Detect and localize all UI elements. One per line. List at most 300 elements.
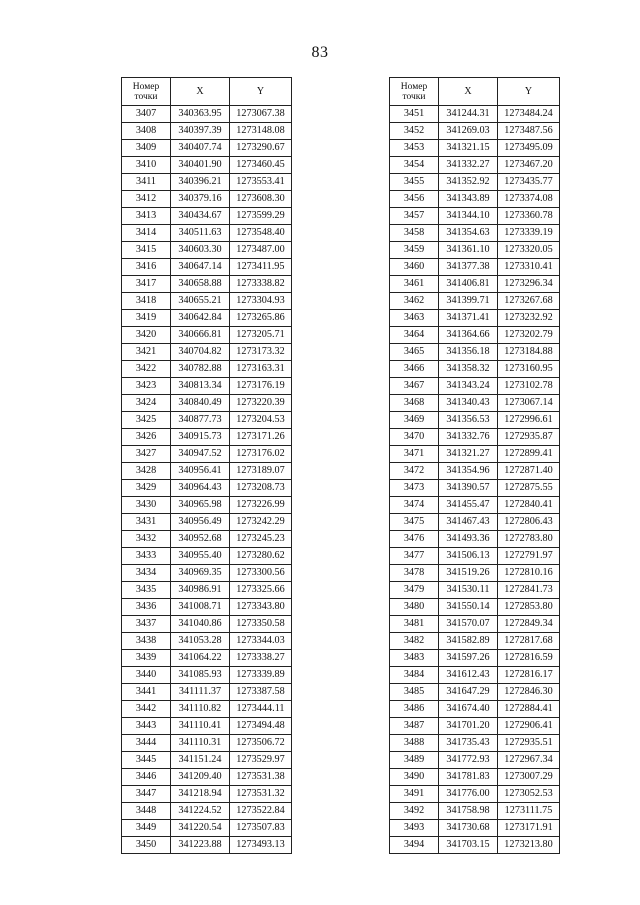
- cell-y: 1273163.31: [230, 361, 292, 378]
- table-row: [122, 412, 292, 429]
- cell-x: 340877.73: [171, 412, 230, 429]
- table-row: [122, 803, 292, 820]
- table-row: [122, 752, 292, 769]
- cell-y: 1273338.27: [230, 650, 292, 667]
- cell-point-number: 3489: [390, 752, 439, 769]
- cell-y: 1273290.67: [230, 140, 292, 157]
- table-row: [390, 174, 560, 191]
- header-x: X: [439, 78, 498, 106]
- cell-point-number: 3426: [122, 429, 171, 446]
- cell-x: 341356.53: [439, 412, 498, 429]
- cell-x: 340986.91: [171, 582, 230, 599]
- table-row: [390, 616, 560, 633]
- cell-point-number: 3486: [390, 701, 439, 718]
- cell-y: 1273484.24: [498, 106, 560, 123]
- cell-x: 341269.03: [439, 123, 498, 140]
- cell-y: 1272967.34: [498, 752, 560, 769]
- cell-y: 1273204.53: [230, 412, 292, 429]
- cell-x: 341332.27: [439, 157, 498, 174]
- table-row: [390, 276, 560, 293]
- table-row: [122, 514, 292, 531]
- cell-y: 1273599.29: [230, 208, 292, 225]
- cell-x: 341781.83: [439, 769, 498, 786]
- cell-x: 341647.29: [439, 684, 498, 701]
- cell-point-number: 3416: [122, 259, 171, 276]
- table-row: [122, 106, 292, 123]
- table-row: [390, 463, 560, 480]
- cell-x: 340964.43: [171, 480, 230, 497]
- cell-point-number: 3424: [122, 395, 171, 412]
- table-body-right: [390, 106, 560, 854]
- table-row: [390, 667, 560, 684]
- cell-point-number: 3425: [122, 412, 171, 429]
- cell-point-number: 3407: [122, 106, 171, 123]
- cell-y: 1273067.38: [230, 106, 292, 123]
- table-row: [122, 565, 292, 582]
- table-row: [122, 378, 292, 395]
- cell-point-number: 3437: [122, 616, 171, 633]
- cell-y: 1273202.79: [498, 327, 560, 344]
- table-row: [390, 208, 560, 225]
- cell-x: 340956.49: [171, 514, 230, 531]
- cell-x: 341110.82: [171, 701, 230, 718]
- table-row: [122, 259, 292, 276]
- cell-point-number: 3485: [390, 684, 439, 701]
- cell-point-number: 3431: [122, 514, 171, 531]
- cell-point-number: 3433: [122, 548, 171, 565]
- cell-point-number: 3447: [122, 786, 171, 803]
- cell-y: 1273374.08: [498, 191, 560, 208]
- cell-x: 340603.30: [171, 242, 230, 259]
- cell-x: 340647.14: [171, 259, 230, 276]
- cell-point-number: 3434: [122, 565, 171, 582]
- cell-y: 1272816.59: [498, 650, 560, 667]
- cell-y: 1273548.40: [230, 225, 292, 242]
- table-row: [122, 735, 292, 752]
- table-row: [122, 242, 292, 259]
- table-row: [122, 225, 292, 242]
- cell-y: 1273487.00: [230, 242, 292, 259]
- cell-x: 340947.52: [171, 446, 230, 463]
- cell-x: 341758.98: [439, 803, 498, 820]
- cell-y: 1273245.23: [230, 531, 292, 548]
- cell-y: 1272846.30: [498, 684, 560, 701]
- cell-point-number: 3472: [390, 463, 439, 480]
- cell-x: 340955.40: [171, 548, 230, 565]
- cell-y: 1272816.17: [498, 667, 560, 684]
- table-row: [122, 157, 292, 174]
- cell-point-number: 3475: [390, 514, 439, 531]
- cell-y: 1273205.71: [230, 327, 292, 344]
- cell-x: 341406.81: [439, 276, 498, 293]
- cell-point-number: 3456: [390, 191, 439, 208]
- cell-x: 341343.89: [439, 191, 498, 208]
- cell-point-number: 3432: [122, 531, 171, 548]
- cell-point-number: 3438: [122, 633, 171, 650]
- cell-y: 1273148.08: [230, 123, 292, 140]
- cell-x: 341519.26: [439, 565, 498, 582]
- cell-y: 1272810.16: [498, 565, 560, 582]
- cell-point-number: 3414: [122, 225, 171, 242]
- cell-x: 341332.76: [439, 429, 498, 446]
- cell-x: 340379.16: [171, 191, 230, 208]
- cell-x: 341224.52: [171, 803, 230, 820]
- table-row: [122, 276, 292, 293]
- cell-y: 1273304.93: [230, 293, 292, 310]
- cell-point-number: 3471: [390, 446, 439, 463]
- table-row: [122, 344, 292, 361]
- cell-y: 1273487.56: [498, 123, 560, 140]
- cell-point-number: 3467: [390, 378, 439, 395]
- cell-x: 341111.37: [171, 684, 230, 701]
- cell-x: 341612.43: [439, 667, 498, 684]
- cell-y: 1273338.82: [230, 276, 292, 293]
- cell-y: 1273052.53: [498, 786, 560, 803]
- cell-x: 341358.32: [439, 361, 498, 378]
- table-row: [122, 208, 292, 225]
- cell-y: 1272841.73: [498, 582, 560, 599]
- cell-x: 340915.73: [171, 429, 230, 446]
- cell-y: 1272783.80: [498, 531, 560, 548]
- cell-x: 341220.54: [171, 820, 230, 837]
- cell-y: 1272884.41: [498, 701, 560, 718]
- table-row: [122, 395, 292, 412]
- table-row: [122, 293, 292, 310]
- cell-x: 341364.66: [439, 327, 498, 344]
- cell-x: 340952.68: [171, 531, 230, 548]
- cell-y: 1273320.05: [498, 242, 560, 259]
- cell-y: 1273343.80: [230, 599, 292, 616]
- table-row: [122, 616, 292, 633]
- cell-x: 341354.96: [439, 463, 498, 480]
- cell-point-number: 3419: [122, 310, 171, 327]
- cell-x: 340655.21: [171, 293, 230, 310]
- cell-x: 341053.28: [171, 633, 230, 650]
- table-row: [390, 531, 560, 548]
- cell-point-number: 3462: [390, 293, 439, 310]
- cell-y: 1273522.84: [230, 803, 292, 820]
- table-row: [390, 123, 560, 140]
- cell-point-number: 3480: [390, 599, 439, 616]
- table-row: [390, 310, 560, 327]
- cell-y: 1273493.13: [230, 837, 292, 854]
- cell-x: 341218.94: [171, 786, 230, 803]
- table-row: [122, 429, 292, 446]
- cell-y: 1272806.43: [498, 514, 560, 531]
- cell-x: 341340.43: [439, 395, 498, 412]
- table-header-row: [122, 78, 292, 106]
- cell-x: 341455.47: [439, 497, 498, 514]
- table-row: [390, 344, 560, 361]
- table-row: [390, 446, 560, 463]
- table-row: [390, 191, 560, 208]
- cell-y: 1273300.56: [230, 565, 292, 582]
- header-y: Y: [498, 78, 560, 106]
- cell-x: 341371.41: [439, 310, 498, 327]
- cell-point-number: 3478: [390, 565, 439, 582]
- cell-y: 1273531.32: [230, 786, 292, 803]
- cell-x: 340956.41: [171, 463, 230, 480]
- cell-point-number: 3452: [390, 123, 439, 140]
- cell-x: 340969.35: [171, 565, 230, 582]
- cell-point-number: 3430: [122, 497, 171, 514]
- table-row: [122, 548, 292, 565]
- cell-point-number: 3490: [390, 769, 439, 786]
- cell-point-number: 3474: [390, 497, 439, 514]
- cell-x: 341209.40: [171, 769, 230, 786]
- cell-y: 1273360.78: [498, 208, 560, 225]
- cell-x: 340965.98: [171, 497, 230, 514]
- cell-x: 341110.31: [171, 735, 230, 752]
- cell-x: 340363.95: [171, 106, 230, 123]
- table-row: [122, 480, 292, 497]
- table-row: [390, 820, 560, 837]
- table-row: [390, 395, 560, 412]
- cell-x: 341703.15: [439, 837, 498, 854]
- cell-x: 341223.88: [171, 837, 230, 854]
- cell-y: 1273265.86: [230, 310, 292, 327]
- cell-y: 1273067.14: [498, 395, 560, 412]
- header-point-number: Номер точки: [390, 78, 439, 106]
- cell-y: 1272849.34: [498, 616, 560, 633]
- cell-y: 1273220.39: [230, 395, 292, 412]
- header-point-number: Номер точки: [122, 78, 171, 106]
- cell-x: 341493.36: [439, 531, 498, 548]
- table-row: [390, 786, 560, 803]
- cell-point-number: 3429: [122, 480, 171, 497]
- cell-x: 340511.63: [171, 225, 230, 242]
- cell-y: 1273176.19: [230, 378, 292, 395]
- table-row: [122, 599, 292, 616]
- cell-x: 340658.88: [171, 276, 230, 293]
- table-row: [122, 123, 292, 140]
- cell-x: 341701.20: [439, 718, 498, 735]
- cell-x: 340813.34: [171, 378, 230, 395]
- table-row: [390, 701, 560, 718]
- cell-point-number: 3455: [390, 174, 439, 191]
- table-row: [122, 701, 292, 718]
- cell-point-number: 3449: [122, 820, 171, 837]
- cell-x: 340704.82: [171, 344, 230, 361]
- cell-point-number: 3446: [122, 769, 171, 786]
- cell-y: 1272871.40: [498, 463, 560, 480]
- cell-x: 340407.74: [171, 140, 230, 157]
- cell-point-number: 3413: [122, 208, 171, 225]
- cell-y: 1272996.61: [498, 412, 560, 429]
- table-row: [390, 378, 560, 395]
- cell-point-number: 3442: [122, 701, 171, 718]
- cell-y: 1273344.03: [230, 633, 292, 650]
- cell-y: 1272935.87: [498, 429, 560, 446]
- cell-x: 341244.31: [439, 106, 498, 123]
- cell-y: 1272817.68: [498, 633, 560, 650]
- cell-point-number: 3493: [390, 820, 439, 837]
- table-row: [122, 684, 292, 701]
- cell-x: 340666.81: [171, 327, 230, 344]
- cell-point-number: 3408: [122, 123, 171, 140]
- cell-point-number: 3409: [122, 140, 171, 157]
- table-row: [122, 820, 292, 837]
- page-number: 83: [311, 44, 329, 61]
- cell-x: 341151.24: [171, 752, 230, 769]
- cell-point-number: 3466: [390, 361, 439, 378]
- cell-y: 1273296.34: [498, 276, 560, 293]
- table-row: [390, 429, 560, 446]
- cell-y: 1272935.51: [498, 735, 560, 752]
- cell-y: 1273160.95: [498, 361, 560, 378]
- table-row: [390, 259, 560, 276]
- cell-point-number: 3470: [390, 429, 439, 446]
- cell-point-number: 3477: [390, 548, 439, 565]
- cell-x: 341040.86: [171, 616, 230, 633]
- cell-x: 341550.14: [439, 599, 498, 616]
- table-row: [390, 718, 560, 735]
- cell-point-number: 3458: [390, 225, 439, 242]
- cell-x: 341321.15: [439, 140, 498, 157]
- cell-y: 1272791.97: [498, 548, 560, 565]
- table-row: [390, 684, 560, 701]
- table-row: [390, 837, 560, 854]
- table-row: [122, 650, 292, 667]
- cell-point-number: 3422: [122, 361, 171, 378]
- cell-y: 1273507.83: [230, 820, 292, 837]
- cell-x: 341674.40: [439, 701, 498, 718]
- cell-x: 341530.11: [439, 582, 498, 599]
- cell-x: 341356.18: [439, 344, 498, 361]
- cell-x: 341377.38: [439, 259, 498, 276]
- cell-x: 341776.00: [439, 786, 498, 803]
- table-row: [122, 769, 292, 786]
- cell-point-number: 3436: [122, 599, 171, 616]
- cell-y: 1273339.19: [498, 225, 560, 242]
- cell-x: 341399.71: [439, 293, 498, 310]
- cell-x: 340397.39: [171, 123, 230, 140]
- cell-point-number: 3441: [122, 684, 171, 701]
- cell-point-number: 3459: [390, 242, 439, 259]
- table-row: [122, 497, 292, 514]
- cell-y: 1273325.66: [230, 582, 292, 599]
- table-row: [390, 140, 560, 157]
- cell-y: 1273310.41: [498, 259, 560, 276]
- cell-point-number: 3461: [390, 276, 439, 293]
- cell-y: 1273226.99: [230, 497, 292, 514]
- cell-x: 340401.90: [171, 157, 230, 174]
- cell-point-number: 3491: [390, 786, 439, 803]
- cell-x: 341390.57: [439, 480, 498, 497]
- cell-y: 1273531.38: [230, 769, 292, 786]
- cell-x: 341321.27: [439, 446, 498, 463]
- table-row: [390, 769, 560, 786]
- cell-y: 1273460.45: [230, 157, 292, 174]
- cell-y: 1273007.29: [498, 769, 560, 786]
- cell-y: 1273387.58: [230, 684, 292, 701]
- cell-point-number: 3448: [122, 803, 171, 820]
- cell-y: 1273608.30: [230, 191, 292, 208]
- cell-point-number: 3463: [390, 310, 439, 327]
- cell-y: 1272853.80: [498, 599, 560, 616]
- cell-point-number: 3444: [122, 735, 171, 752]
- table-row: [122, 633, 292, 650]
- cell-x: 341352.92: [439, 174, 498, 191]
- cell-y: 1273350.58: [230, 616, 292, 633]
- cell-point-number: 3418: [122, 293, 171, 310]
- cell-y: 1273111.75: [498, 803, 560, 820]
- coordinates-table-right: [389, 77, 560, 854]
- table-row: [390, 480, 560, 497]
- cell-y: 1273171.91: [498, 820, 560, 837]
- cell-x: 341570.07: [439, 616, 498, 633]
- cell-y: 1273176.02: [230, 446, 292, 463]
- cell-x: 341008.71: [171, 599, 230, 616]
- cell-point-number: 3460: [390, 259, 439, 276]
- cell-point-number: 3417: [122, 276, 171, 293]
- table-row: [122, 361, 292, 378]
- cell-x: 341772.93: [439, 752, 498, 769]
- cell-y: 1273553.41: [230, 174, 292, 191]
- table-row: [390, 514, 560, 531]
- cell-point-number: 3420: [122, 327, 171, 344]
- cell-y: 1273444.11: [230, 701, 292, 718]
- table-row: [122, 786, 292, 803]
- cell-point-number: 3479: [390, 582, 439, 599]
- cell-y: 1273506.72: [230, 735, 292, 752]
- cell-point-number: 3476: [390, 531, 439, 548]
- table-row: [390, 293, 560, 310]
- cell-y: 1273529.97: [230, 752, 292, 769]
- table-row: [122, 446, 292, 463]
- cell-point-number: 3445: [122, 752, 171, 769]
- cell-point-number: 3411: [122, 174, 171, 191]
- cell-x: 341467.43: [439, 514, 498, 531]
- cell-point-number: 3427: [122, 446, 171, 463]
- cell-point-number: 3412: [122, 191, 171, 208]
- cell-y: 1273189.07: [230, 463, 292, 480]
- header-x: X: [171, 78, 230, 106]
- cell-point-number: 3488: [390, 735, 439, 752]
- cell-x: 341343.24: [439, 378, 498, 395]
- cell-x: 341506.13: [439, 548, 498, 565]
- cell-point-number: 3482: [390, 633, 439, 650]
- cell-x: 341085.93: [171, 667, 230, 684]
- cell-point-number: 3410: [122, 157, 171, 174]
- cell-y: 1273267.68: [498, 293, 560, 310]
- cell-point-number: 3465: [390, 344, 439, 361]
- cell-point-number: 3457: [390, 208, 439, 225]
- cell-y: 1273213.80: [498, 837, 560, 854]
- cell-point-number: 3494: [390, 837, 439, 854]
- cell-point-number: 3435: [122, 582, 171, 599]
- cell-point-number: 3439: [122, 650, 171, 667]
- cell-x: 341597.26: [439, 650, 498, 667]
- cell-y: 1273242.29: [230, 514, 292, 531]
- cell-y: 1272875.55: [498, 480, 560, 497]
- cell-point-number: 3451: [390, 106, 439, 123]
- cell-y: 1273280.62: [230, 548, 292, 565]
- table-row: [122, 531, 292, 548]
- cell-point-number: 3454: [390, 157, 439, 174]
- cell-point-number: 3453: [390, 140, 439, 157]
- cell-x: 341064.22: [171, 650, 230, 667]
- cell-point-number: 3415: [122, 242, 171, 259]
- cell-x: 341110.41: [171, 718, 230, 735]
- table-row: [390, 327, 560, 344]
- table-row: [390, 599, 560, 616]
- cell-point-number: 3428: [122, 463, 171, 480]
- cell-x: 341730.68: [439, 820, 498, 837]
- cell-x: 341735.43: [439, 735, 498, 752]
- cell-x: 341582.89: [439, 633, 498, 650]
- table-row: [390, 225, 560, 242]
